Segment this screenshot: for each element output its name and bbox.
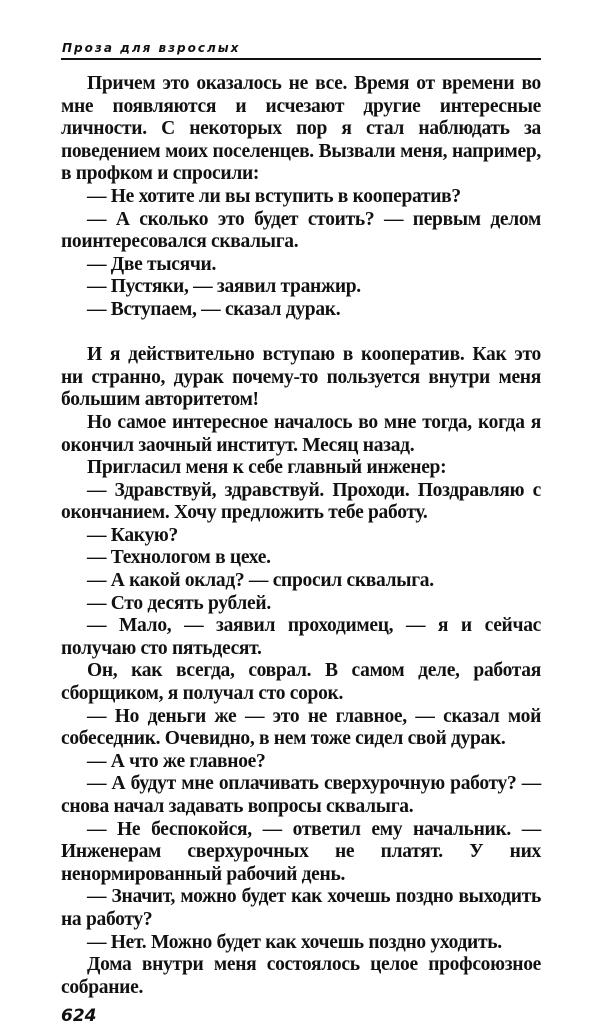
dialog-line: — Какую? — [87, 524, 178, 546]
paragraph: Но самое интересное началось во мне тогда, когда я окончил заочный институт. Месяц назад. — [61, 411, 541, 456]
dialog-line: — Вступаем, — сказал дурак. — [87, 298, 341, 320]
paragraph: Пригласил меня к себе главный инженер: — [87, 457, 447, 479]
page-number: 624 — [61, 1006, 97, 1027]
body-text — [61, 73, 541, 999]
dialog-line: — Не хотите ли вы вступить в кооператив? — [87, 185, 461, 207]
dialog-line: — Технологом в цехе. — [87, 547, 271, 569]
paragraph: И я действительно вступаю в кооператив. Как это ни странно, дурак почему-то пользуется внутри меня большим авторитетом! — [61, 344, 541, 411]
paragraph: Причем это оказалось не все. Время от времени во мне появляются и исчезают другие интересные личности. С некоторых пор я стал наблюдать за поведением моих поселенцев. Вызвали меня, например, в профком и спросили: — [61, 73, 541, 185]
dialog-line: — А будут мне оплачивать сверхурочную работу? — снова начал задавать вопросы сквалыга. — [61, 773, 541, 817]
dialog-line: — А что же главное? — [87, 750, 266, 772]
paragraph: Он, как всегда, соврал. В самом деле, работая сборщиком, я получал сто сорок. — [61, 660, 541, 705]
dialog-line: — А какой оклад? — спросил сквалыга. — [87, 570, 434, 592]
book-page — [61, 40, 541, 1027]
dialog-line: — А сколько это будет стоить? — первым делом поинтересовался сквалыга. — [61, 208, 541, 253]
dialog-line: — Значит, можно будет как хочешь поздно выходить на работу? — [61, 886, 541, 930]
dialog-line: — Две тысячи. — [87, 253, 217, 275]
dialog-line: — Нет. Можно будет как хочешь поздно уходить. — [87, 931, 502, 953]
dialog-line: — Мало, — заявил проходимец, — я и сейчас получаю сто пятьдесят. — [61, 615, 541, 659]
running-head: Проза для взрослых — [61, 40, 541, 60]
dialog-line: — Пустяки, — заявил транжир. — [87, 276, 361, 298]
dialog-line: — Но деньги же — это не главное, — сказал мой собеседник. Очевидно, в нем тоже сидел свой дурак. — [61, 705, 541, 750]
dialog-line: — Сто десять рублей. — [87, 592, 271, 614]
dialog-line: — Не беспокойся, — ответил ему начальник. — Инженерам сверхурочных не платят. У них ненормированный рабочий день. — [61, 818, 541, 885]
paragraph: Дома внутри меня состоялось целое профсоюзное собрание. — [61, 954, 541, 998]
dialog-line: — Здравствуй, здравствуй. Проходи. Поздравляю с окончанием. Хочу предложить тебе работу. — [61, 479, 541, 524]
